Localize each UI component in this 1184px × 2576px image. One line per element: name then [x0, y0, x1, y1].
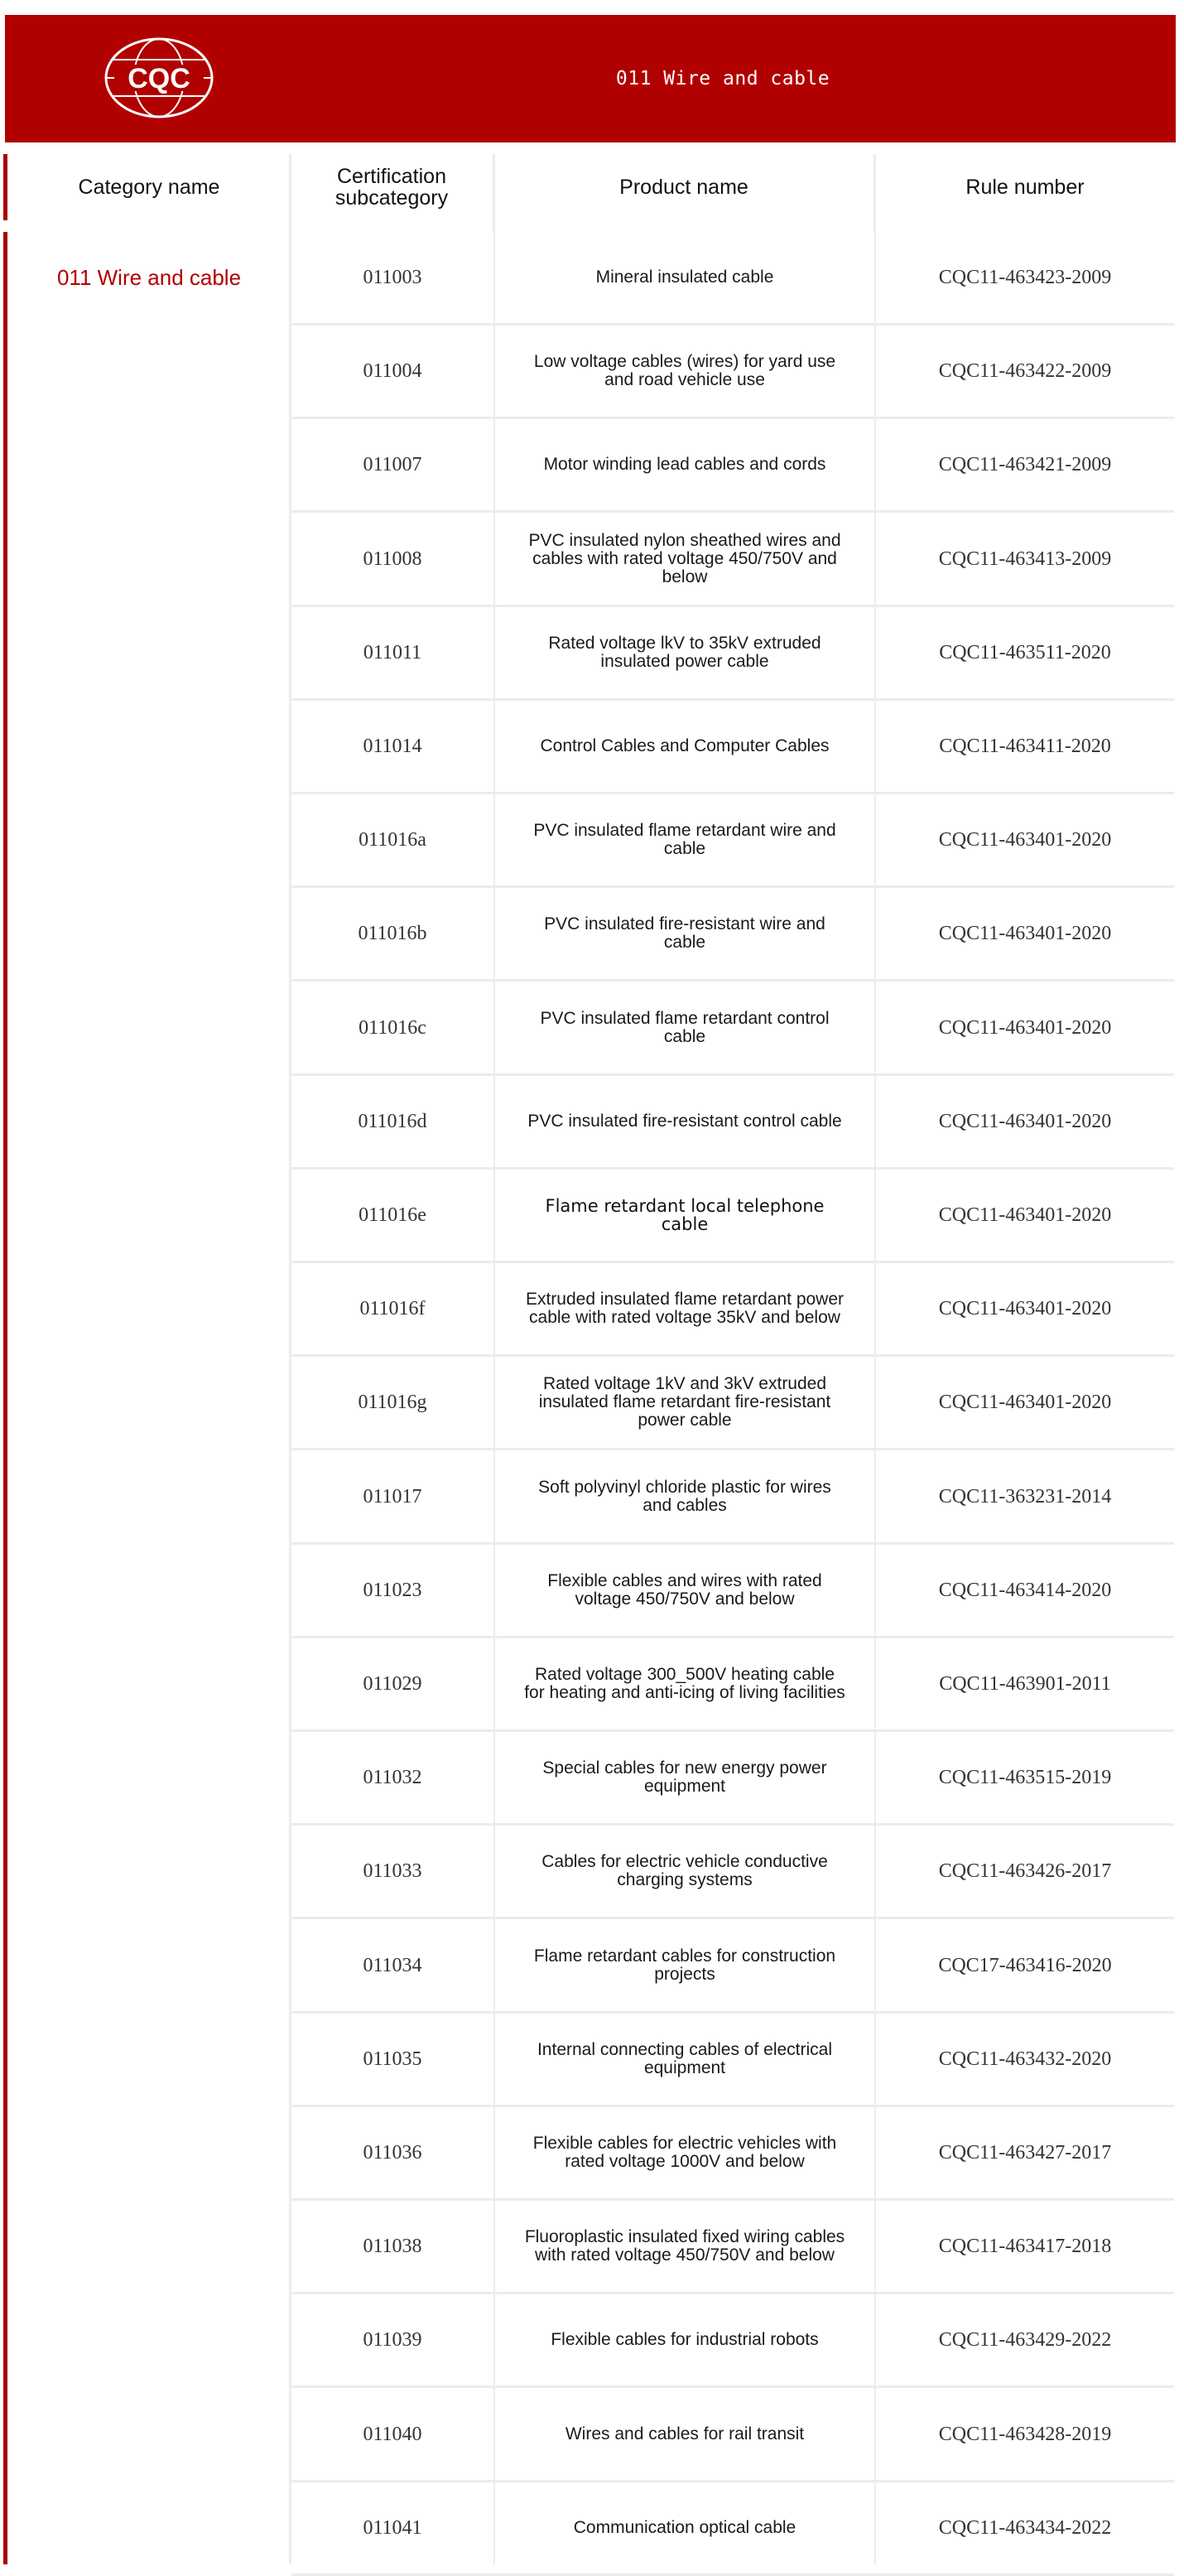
subcategory-code: 011032 — [291, 1732, 493, 1823]
product-name: PVC insulated flame retardant wire and cable — [495, 794, 874, 885]
rule-number: CQC11-463417-2018 — [876, 2201, 1174, 2292]
product-name: Flexible cables for industrial robots — [495, 2294, 874, 2385]
row-divider — [291, 510, 1174, 513]
subcategory-code: 011016d — [291, 1076, 493, 1167]
subcategory-code: 011016c — [291, 982, 493, 1073]
product-name: Flame retardant cables for construction projects — [495, 1920, 874, 2011]
subcategory-code: 011041 — [291, 2482, 493, 2574]
table-row — [291, 1545, 1174, 1638]
product-name: Rated voltage lkV to 35kV extruded insulated power cable — [495, 607, 874, 698]
table-row — [291, 2389, 1174, 2482]
product-name: Flexible cables for electric vehicles with rated voltage 1000V and below — [495, 2107, 874, 2198]
rule-number: CQC11-463401-2020 — [876, 1263, 1174, 1354]
row-divider — [291, 1448, 1174, 1450]
table-row — [291, 2482, 1174, 2576]
subcategory-code: 011016a — [291, 794, 493, 885]
table-row — [291, 1638, 1174, 1732]
rule-number: CQC11-463427-2017 — [876, 2107, 1174, 2198]
rule-number: CQC11-463434-2022 — [876, 2482, 1174, 2574]
subcategory-code: 011036 — [291, 2107, 493, 2198]
row-divider — [291, 979, 1174, 982]
rule-number: CQC11-463414-2020 — [876, 1545, 1174, 1636]
product-name: Rated voltage 300_500V heating cable for heating and anti-icing of living facilities — [495, 1638, 874, 1729]
rule-number: CQC11-463429-2022 — [876, 2294, 1174, 2385]
subcategory-code: 011040 — [291, 2389, 493, 2480]
product-name: PVC insulated fire-resistant control cable — [495, 1076, 874, 1167]
subcategory-code: 011003 — [291, 232, 493, 323]
rule-number: CQC11-463413-2009 — [876, 514, 1174, 605]
rule-number: CQC11-463901-2011 — [876, 1638, 1174, 1729]
table-row — [291, 1920, 1174, 2014]
table-row — [291, 326, 1174, 419]
table-row — [291, 2014, 1174, 2107]
cqc-logo — [103, 35, 215, 121]
rule-number: CQC11-463401-2020 — [876, 794, 1174, 885]
table-row — [291, 1170, 1174, 1263]
subcategory-code: 011017 — [291, 1451, 493, 1542]
table-row — [291, 1826, 1174, 1919]
rule-number: CQC17-463416-2020 — [876, 1920, 1174, 2011]
product-name: Special cables for new energy power equipment — [495, 1732, 874, 1823]
product-name: PVC insulated fire-resistant wire and cable — [495, 888, 874, 979]
subcategory-code: 011011 — [291, 607, 493, 698]
header-banner — [5, 15, 1176, 142]
table-row — [291, 1732, 1174, 1826]
subcategory-code: 011016g — [291, 1357, 493, 1448]
product-name: Extruded insulated flame retardant power cable with rated voltage 35kV and below — [495, 1263, 874, 1354]
product-name: Cables for electric vehicle conductive charging systems — [495, 1826, 874, 1917]
table-row — [291, 794, 1174, 888]
table-row — [291, 419, 1174, 513]
subcategory-code: 011016f — [291, 1263, 493, 1354]
subcategory-code: 011035 — [291, 2014, 493, 2105]
column-header-product: Product name — [495, 154, 873, 220]
rule-number: CQC11-463432-2020 — [876, 2014, 1174, 2105]
product-name: Fluoroplastic insulated fixed wiring cables with rated voltage 450/750V and below — [495, 2201, 874, 2292]
table-row — [291, 1357, 1174, 1450]
product-name: Flexible cables and wires with rated voltage 450/750V and below — [495, 1545, 874, 1636]
table-row — [291, 2294, 1174, 2388]
table-row — [291, 1263, 1174, 1357]
table-row — [291, 2107, 1174, 2201]
body-accent-bar — [3, 232, 7, 2564]
rule-number: CQC11-463428-2019 — [876, 2389, 1174, 2480]
product-name: Rated voltage 1kV and 3kV extruded insulated flame retardant fire-resistant power cable — [495, 1357, 874, 1448]
subcategory-code: 011038 — [291, 2201, 493, 2292]
subcategory-code: 011014 — [291, 701, 493, 792]
column-header-subcategory: Certification subcategory — [291, 154, 492, 220]
table-row — [291, 1076, 1174, 1170]
subcategory-code: 011007 — [291, 419, 493, 510]
rule-number: CQC11-463423-2009 — [876, 232, 1174, 323]
table-row — [291, 1451, 1174, 1545]
rule-number: CQC11-463401-2020 — [876, 982, 1174, 1073]
subcategory-code: 011016b — [291, 888, 493, 979]
product-name: Communication optical cable — [495, 2482, 874, 2574]
column-header-rule: Rule number — [876, 154, 1174, 220]
row-divider — [291, 1917, 1174, 1919]
product-name: PVC insulated flame retardant control cable — [495, 982, 874, 1073]
table-row — [291, 607, 1174, 701]
subcategory-code: 011016e — [291, 1170, 493, 1261]
rule-number: CQC11-463411-2020 — [876, 701, 1174, 792]
table-row — [291, 232, 1174, 326]
subcategory-code: 011023 — [291, 1545, 493, 1636]
category-name: 011 Wire and cable — [56, 265, 242, 290]
rule-number: CQC11-463511-2020 — [876, 607, 1174, 698]
row-divider — [291, 2385, 1174, 2388]
product-name: Flame retardant local telephone cable — [495, 1170, 874, 1261]
page-title: 011 Wire and cable — [615, 68, 830, 89]
product-name: Mineral insulated cable — [495, 232, 874, 323]
product-name: Low voltage cables (wires) for yard use and road vehicle use — [495, 326, 874, 417]
header-accent-bar — [3, 154, 7, 220]
subcategory-code: 011029 — [291, 1638, 493, 1729]
rule-number: CQC11-463401-2020 — [876, 888, 1174, 979]
table-row — [291, 514, 1174, 607]
subcategory-code: 011039 — [291, 2294, 493, 2385]
subcategory-code: 011034 — [291, 1920, 493, 2011]
product-name: Internal connecting cables of electrical equipment — [495, 2014, 874, 2105]
table-row — [291, 701, 1174, 794]
rule-number: CQC11-463515-2019 — [876, 1732, 1174, 1823]
subcategory-code: 011004 — [291, 326, 493, 417]
table-row — [291, 2201, 1174, 2294]
product-name: Motor winding lead cables and cords — [495, 419, 874, 510]
rule-number: CQC11-463401-2020 — [876, 1170, 1174, 1261]
rule-number: CQC11-463426-2017 — [876, 1826, 1174, 1917]
product-name: Control Cables and Computer Cables — [495, 701, 874, 792]
product-name: Soft polyvinyl chloride plastic for wires and cables — [495, 1451, 874, 1542]
table-row — [291, 982, 1174, 1076]
subcategory-code: 011033 — [291, 1826, 493, 1917]
column-header-category: Category name — [10, 154, 288, 220]
rule-number: CQC11-463422-2009 — [876, 326, 1174, 417]
rule-number: CQC11-463421-2009 — [876, 419, 1174, 510]
subcategory-code: 011008 — [291, 514, 493, 605]
svg-text:CQC: CQC — [128, 63, 190, 94]
product-name: PVC insulated nylon sheathed wires and cables with rated voltage 450/750V and below — [495, 514, 874, 605]
rule-number: CQC11-363231-2014 — [876, 1451, 1174, 1542]
rule-number: CQC11-463401-2020 — [876, 1076, 1174, 1167]
table-row — [291, 888, 1174, 982]
product-name: Wires and cables for rail transit — [495, 2389, 874, 2480]
rule-number: CQC11-463401-2020 — [876, 1357, 1174, 1448]
